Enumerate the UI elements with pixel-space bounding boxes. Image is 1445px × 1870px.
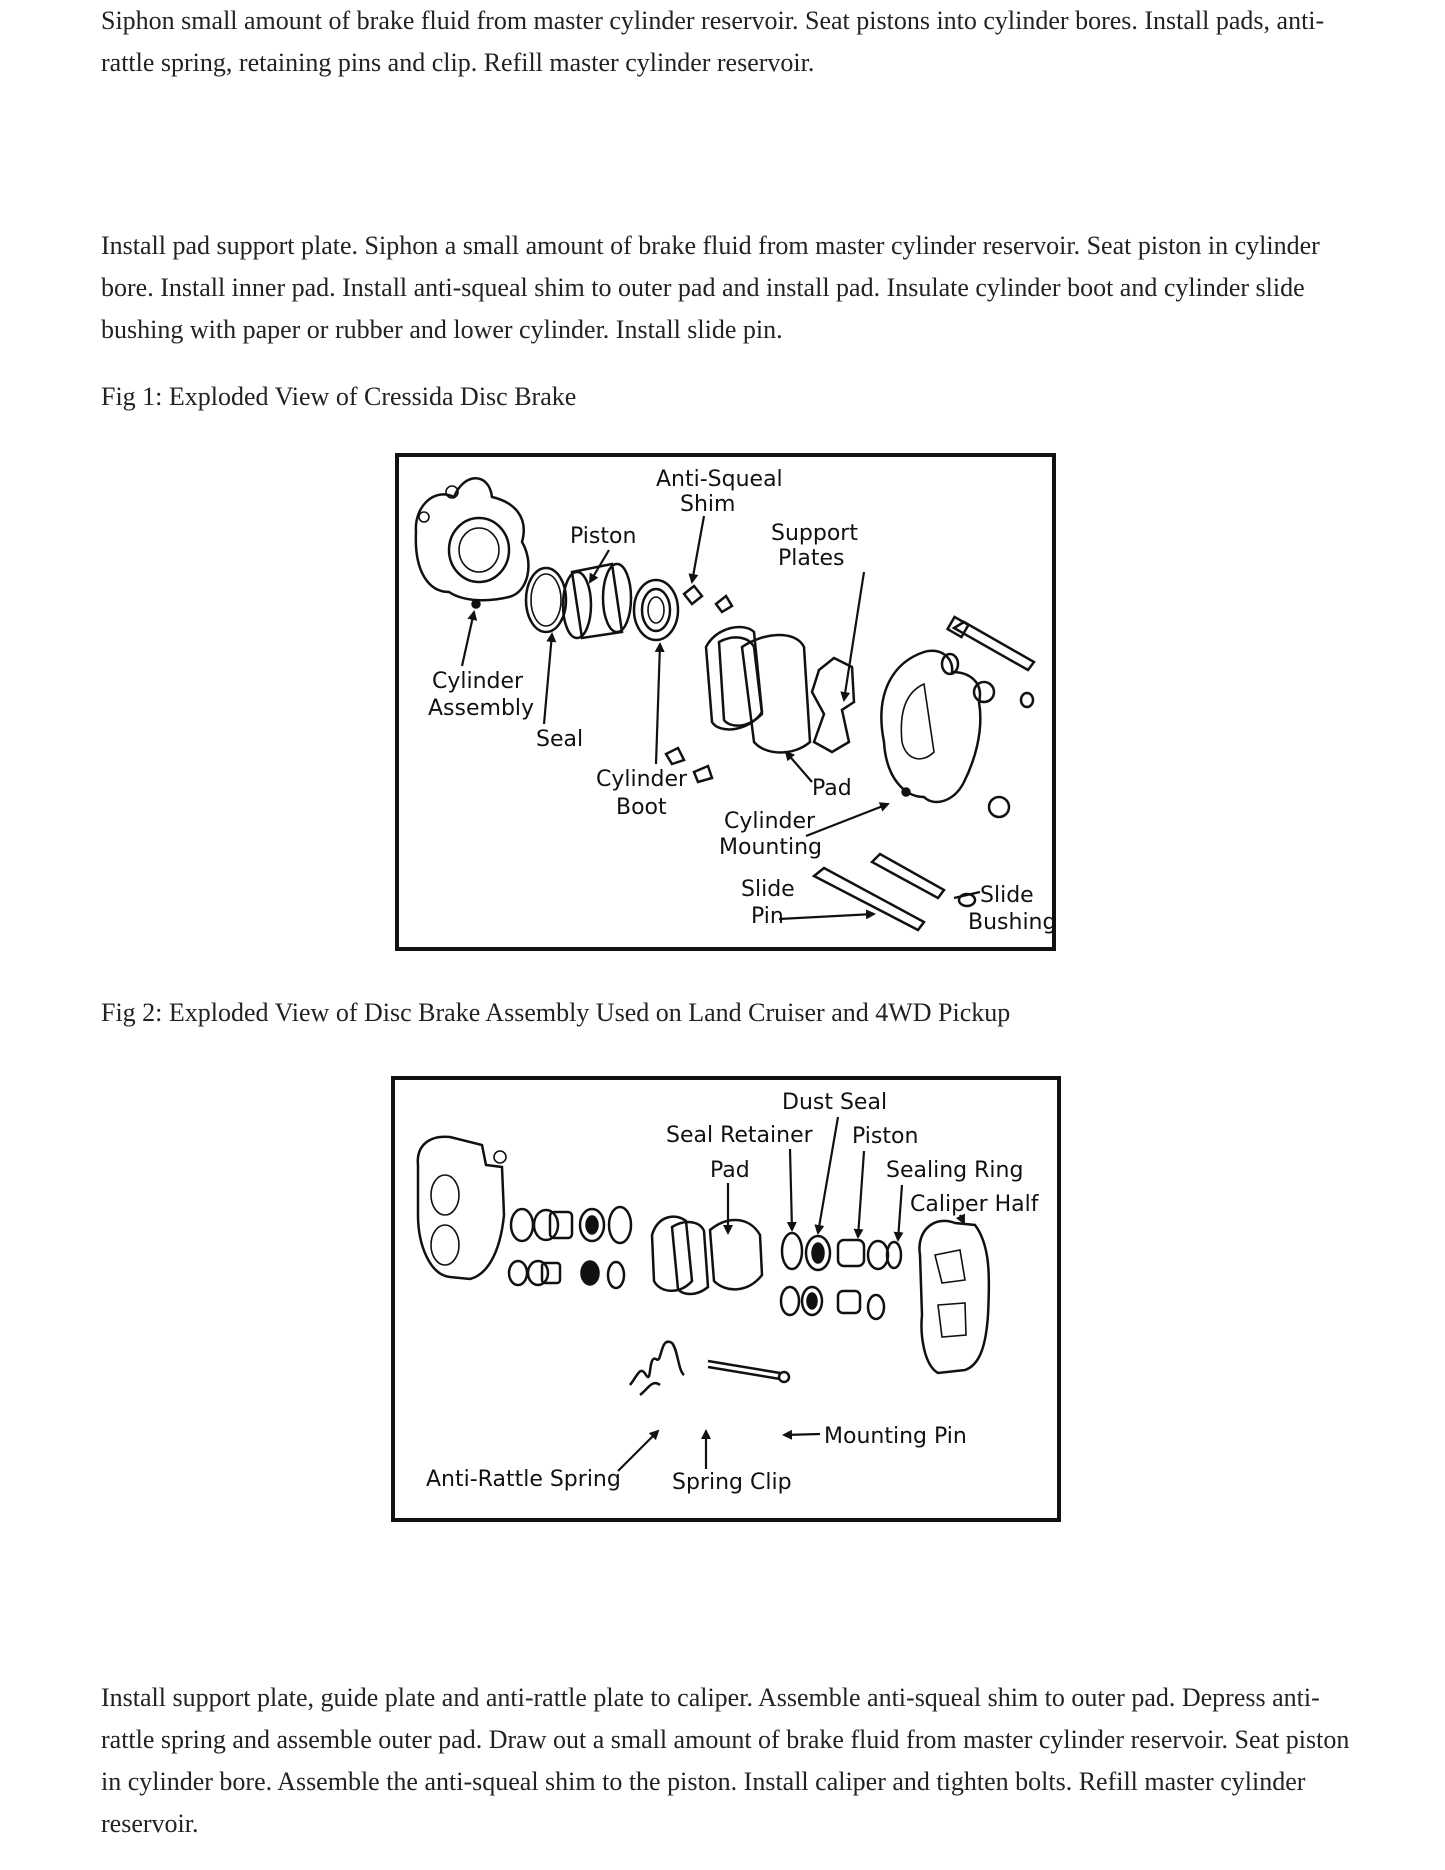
left-lower-components	[509, 1261, 624, 1288]
label-slide-pin-line2: Pin	[751, 904, 784, 929]
piston-drawing	[563, 564, 631, 638]
figure-1-cressida-disc-brake-diagram	[394, 452, 1058, 954]
label-anti-rattle-spring: Anti-Rattle Spring	[426, 1467, 621, 1492]
figure-1-caption: Fig 1: Exploded View of Cressida Disc Brake	[101, 382, 577, 411]
left-upper-components	[511, 1207, 631, 1243]
label-seal: Seal	[536, 727, 584, 752]
pads-drawing	[652, 1217, 762, 1294]
figure-2-land-cruiser-disc-brake-diagram	[390, 1075, 1062, 1525]
right-lower-components	[781, 1287, 884, 1319]
seal-drawing	[526, 568, 566, 632]
label-cylinder-mounting-line1: Cylinder	[724, 809, 816, 834]
label-anti-squeal-shim-line2: Shim	[680, 492, 736, 517]
label-cylinder-assembly-line1: Cylinder	[432, 669, 524, 694]
label-dust-seal: Dust Seal	[782, 1090, 888, 1115]
label-seal-retainer: Seal Retainer	[666, 1123, 813, 1148]
figure-2-caption: Fig 2: Exploded View of Disc Brake Assembly Used on Land Cruiser and 4WD Pickup	[101, 998, 1011, 1027]
label-cylinder-assembly-line2: Assembly	[428, 696, 535, 721]
label-sealing-ring: Sealing Ring	[886, 1158, 1024, 1183]
label-anti-squeal-shim-line1: Anti-Squeal	[656, 467, 783, 492]
paragraph-reassembly-3: Install support plate, guide plate and anti-rattle plate to caliper. Assemble anti-squeal shim to outer pad. Depress anti-rattle spring and assemble outer pad. Draw out a small amount of brake fluid from master cylinder reservoir. Seat piston in cylinder bore. Assemble the anti-squeal shim to the piston. Install caliper and tighten bolts. Refill master cylinder reservoir.	[101, 1683, 1350, 1838]
cylinder-boot-drawing	[634, 580, 678, 640]
label-cylinder-boot-line2: Boot	[616, 795, 667, 820]
paragraph-reassembly-1: Siphon small amount of brake fluid from master cylinder reservoir. Seat pistons into cylinder bores. Install pads, anti-rattle spring, retaining pins and clip. Refill master cylinder reservoir.	[101, 6, 1325, 77]
right-upper-components	[782, 1233, 901, 1270]
mounting-pin-drawing	[708, 1361, 789, 1382]
label-piston: Piston	[852, 1124, 919, 1149]
label-piston: Piston	[570, 524, 637, 549]
label-slide-bushing-line2: Bushing	[968, 910, 1057, 935]
paragraph-reassembly-2: Install pad support plate. Siphon a small amount of brake fluid from master cylinder reservoir. Seat piston in cylinder bore. Install inner pad. Install anti-squeal shim to outer pad and install pad. Insulate cylinder boot and cylinder slide bushing with paper or rubber and lower cylinder. Install slide pin.	[101, 231, 1320, 344]
pad-drawing	[706, 627, 810, 753]
label-spring-clip: Spring Clip	[672, 1470, 792, 1495]
figure-2-svg	[390, 1075, 1062, 1525]
cylinder-mounting-drawing	[881, 651, 1009, 817]
label-support-plates-line2: Plates	[778, 546, 845, 571]
right-caliper-half-drawing	[919, 1221, 988, 1373]
left-caliper-half-drawing	[418, 1137, 506, 1279]
label-slide-bushing-line1: Slide	[980, 883, 1034, 908]
label-slide-pin-line1: Slide	[741, 877, 795, 902]
label-cylinder-boot-line1: Cylinder	[596, 767, 688, 792]
label-pad: Pad	[710, 1158, 750, 1183]
label-pad: Pad	[812, 776, 852, 801]
anti-rattle-spring-drawing	[630, 1342, 684, 1395]
cylinder-assembly-drawing	[416, 478, 529, 608]
figure-1-svg	[394, 452, 1058, 954]
label-caliper-half: Caliper Half	[910, 1192, 1039, 1217]
label-support-plates-line1: Support	[771, 521, 858, 546]
label-mounting-pin: Mounting Pin	[824, 1424, 967, 1449]
label-cylinder-mounting-line2: Mounting	[719, 835, 822, 860]
